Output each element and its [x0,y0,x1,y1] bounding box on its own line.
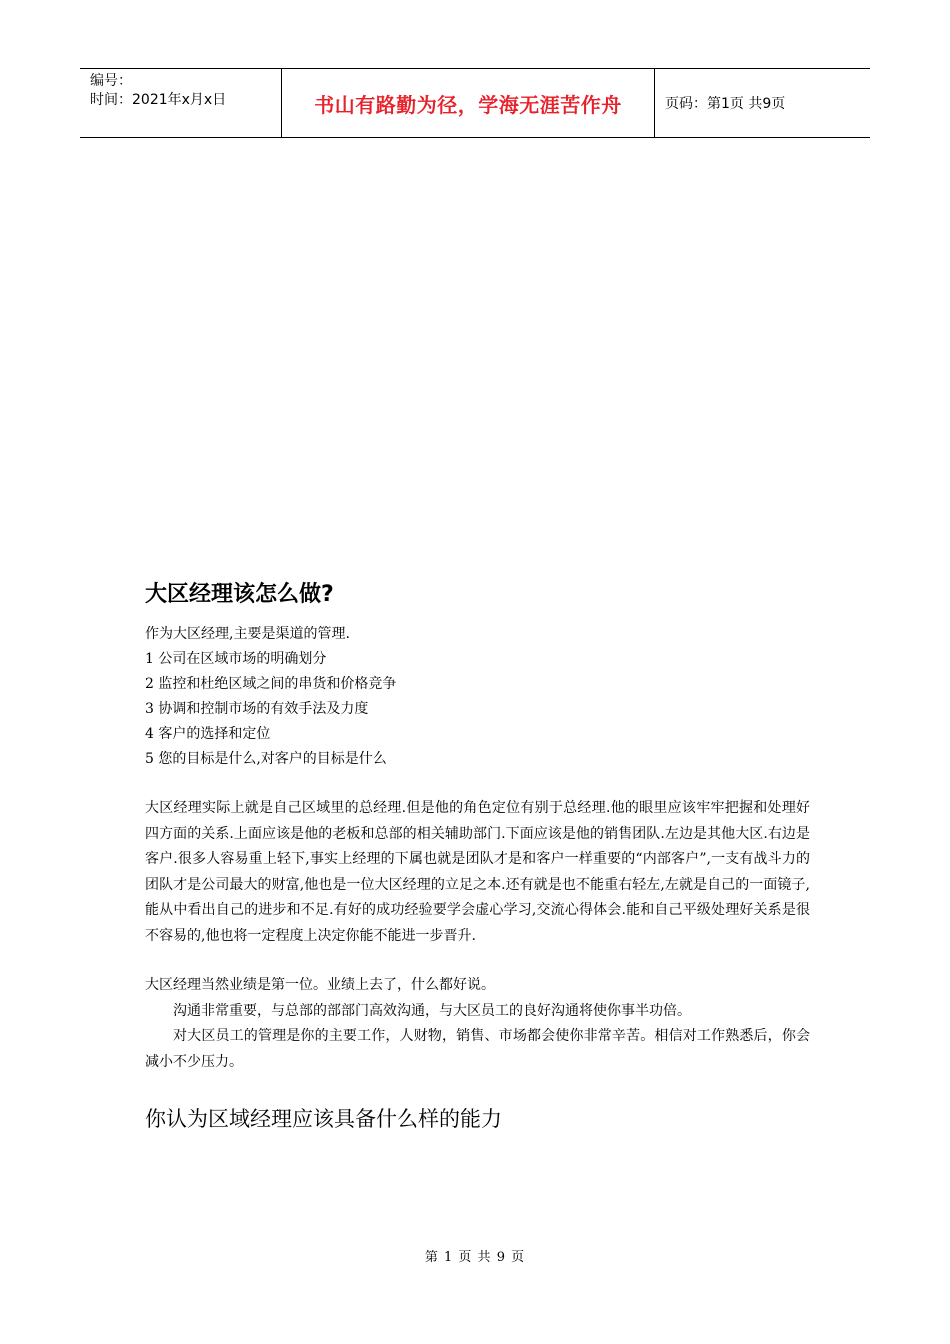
list-item: 3 协调和控制市场的有效手法及力度 [145,701,369,717]
list-item: 5 您的目标是什么,对客户的目标是什么 [145,751,387,767]
number-label: 编号： [90,73,132,89]
article-body [145,578,810,1135]
header-page-label: 页码：第1页 共9页 [665,96,786,112]
header-meta [80,69,282,137]
section-subtitle: 你认为区域经理应该具备什么样的能力 [145,1107,502,1131]
spacer [145,949,810,973]
page-footer: 第 1 页 共 9 页 [424,1250,526,1265]
date-label: 时间：2021年x月x日 [90,92,227,108]
paragraph-staff-management: 对大区员工的管理是你的主要工作，人财物，销售、市场都会使你非常辛苦。相信对工作熟悉后，你会减小不少压力。 [145,1028,810,1070]
list-item: 4 客户的选择和定位 [145,726,271,742]
list-item: 2 监控和杜绝区域之间的串货和价格竞争 [145,676,397,692]
paragraph-performance: 大区经理当然业绩是第一位。业绩上去了，什么都好说。 [145,977,495,993]
article-title: 大区经理该怎么做? [145,582,334,607]
intro-line: 作为大区经理,主要是渠道的管理. [145,626,350,642]
paragraph-roles: 大区经理实际上就是自己区域里的总经理.但是他的角色定位有别于总经理.他的眼里应该牢牢把握和处理好四方面的关系.上面应该是他的老板和总部的相关辅助部门.下面应该是他的销售团队.左边是其他大区.右边是客户.很多人容易重上轻下,事实上经理的下属也就是团队才是和客户一样重要的“内部客户”,一支有战斗力的团队才是公司最大的财富,他也是一位大区经理的立足之本.还有就是也不能重右轻左,左就是自己的一面镜子,能从中看出自己的进步和不足.有好的成功经验要学会虚心学习,交流心得体会.能和自己平级处理好关系是很不容易的,他也将一定程度上决定你能不能进一步晋升. [145,800,810,944]
document-header [80,68,870,138]
header-motto: 书山有路勤为径，学海无涯苦作舟 [282,69,655,137]
list-item: 1 公司在区域市场的明确划分 [145,651,327,667]
spacer [145,772,810,796]
paragraph-communication: 沟通非常重要，与总部的部部门高效沟通，与大区员工的良好沟通将使你事半功倍。 [173,1002,691,1019]
